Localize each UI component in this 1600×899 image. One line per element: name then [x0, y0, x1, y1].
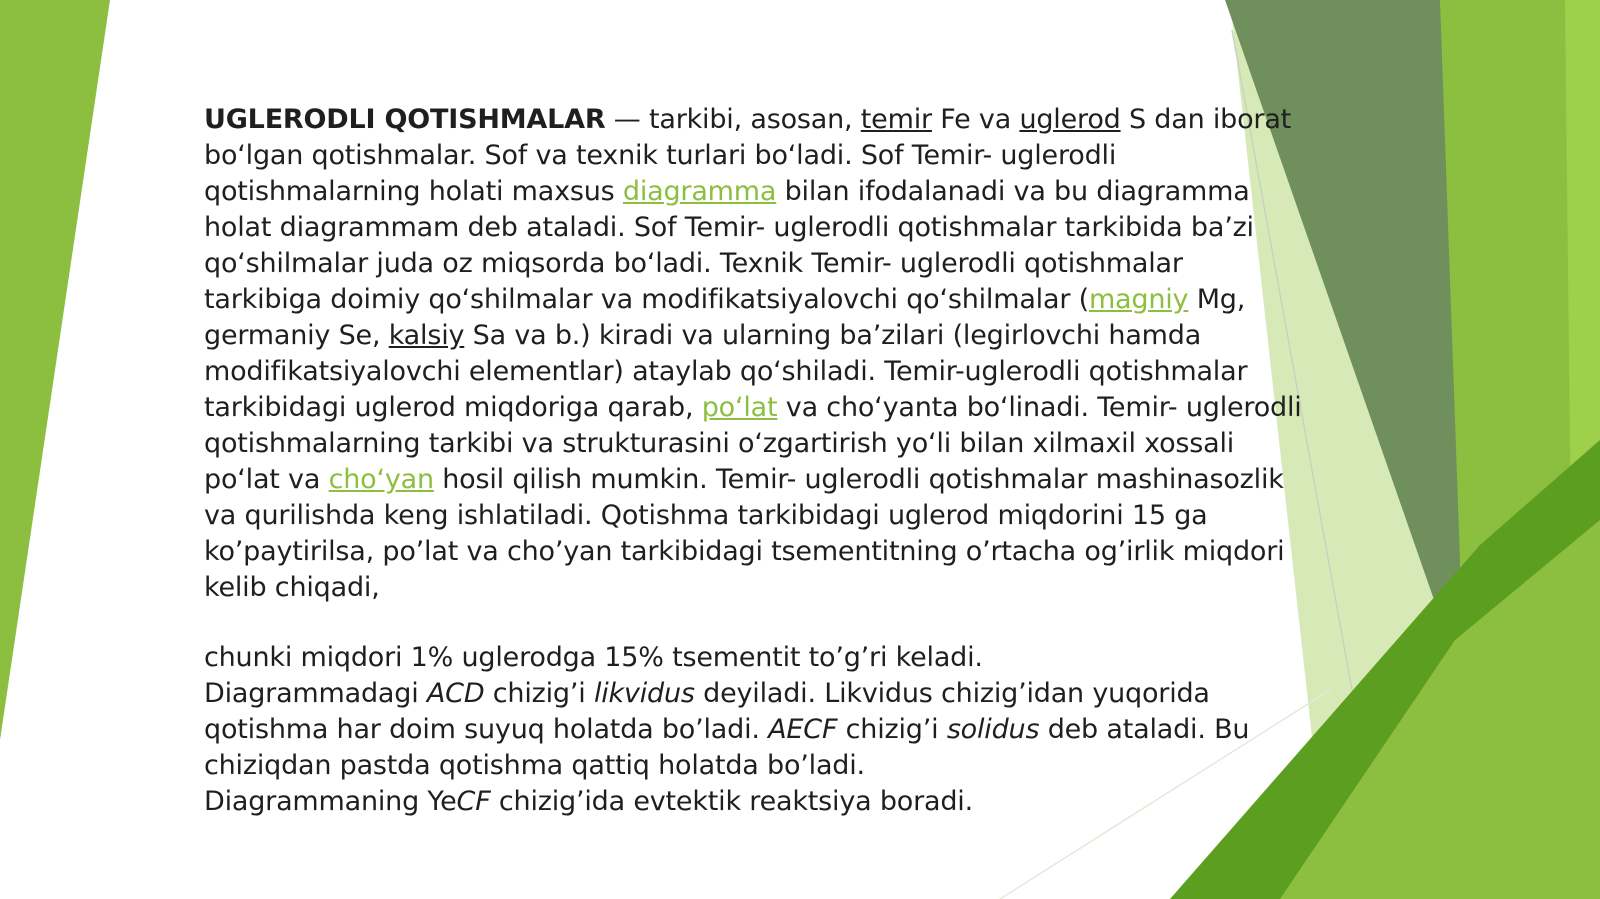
- main-paragraph: [204, 102, 1304, 606]
- term-solidus: solidus: [946, 714, 1040, 745]
- text-segment: va cho‘yanta bo‘linadi. Temir- uglerodli qotishmalarning tarkibi va strukturasini o‘zgartirish yo‘li bilan xilmaxil xossali po‘lat va: [204, 392, 1302, 495]
- text-segment: chizig’ida evtektik reaktsiya boradi.: [490, 786, 973, 817]
- paragraph2-line1: chunki miqdori 1% uglerodga 15% tsementit to’g’ri keladi.: [204, 642, 983, 673]
- text-segment: chizig’i: [484, 678, 594, 709]
- link-diagramma[interactable]: diagramma: [622, 176, 777, 207]
- text-segment: deb ataladi. Bu chiziqdan pastda qotishma qattiq holatda bo’ladi.: [204, 714, 1250, 781]
- text-segment: Fe va: [931, 104, 1020, 135]
- term-acd: ACD: [426, 678, 485, 709]
- link-polat[interactable]: po‘lat: [701, 392, 778, 423]
- term-aecf: AECF: [768, 714, 838, 745]
- link-magniy[interactable]: magniy: [1088, 284, 1189, 315]
- link-kalsiy[interactable]: kalsiy: [388, 320, 465, 351]
- text-segment: chizig’i: [837, 714, 947, 745]
- term-likvidus: likvidus: [593, 678, 695, 709]
- text-segment: Mg, germaniy Se,: [204, 284, 1246, 351]
- text-segment: deyiladi. Likvidus chizig’idan yuqorida qotishma har doim suyuq holatda bo’ladi.: [204, 678, 1210, 745]
- text-segment: bilan ifodalanadi va bu diagramma holat diagrammam deb ataladi. Sof Temir- uglerodli qotishmalar tarkibida ba’zi qo‘shilmalar juda oz miqsorda bo‘ladi. Texnik Temir- uglerodli qotishmalar tarkibiga doimiy qo‘shilmalar va modifikatsiyalovchi qo‘shilmalar (: [204, 176, 1254, 315]
- text-segment: S dan iborat bo‘lgan qotishmalar. Sof va texnik turlari bo‘ladi. Sof Temir- uglerodli qotishmalarning holati maxsus: [204, 104, 1292, 207]
- slide-text-body: [204, 102, 1304, 820]
- link-uglerod[interactable]: uglerod: [1019, 104, 1121, 135]
- text-segment: Diagrammadagi: [204, 678, 427, 709]
- text-segment: Sa va b.) kiradi va ularning ba’zilari (legirlovchi hamda modifikatsiyalovchi elementlar) ataylab qo‘shiladi. Temir-uglerodli qotishmalar tarkibidagi uglerod miqdoriga qarab,: [204, 320, 1248, 423]
- link-temir[interactable]: temir: [860, 104, 932, 135]
- paragraph2-line2: [204, 676, 1304, 784]
- paragraph-title: UGLERODLI QOTISHMALAR: [204, 104, 606, 135]
- text-segment: Diagrammaning Ye: [204, 786, 457, 817]
- left-green-wedge: [0, 0, 110, 740]
- second-paragraph: [204, 640, 1304, 820]
- text-segment: — tarkibi, asosan,: [605, 104, 861, 135]
- term-cf: CF: [456, 786, 491, 817]
- link-choyan[interactable]: cho‘yan: [328, 464, 434, 495]
- paragraph2-line3: [204, 784, 1304, 820]
- text-segment: hosil qilish mumkin. Temir- uglerodli qotishmalar mashinasozlik va qurilishda keng ishlatiladi. Qotishma tarkibidagi uglerod miqdorini 15 ga ko’paytirilsa, po’lat va cho’yan tarkibidagi tsementitning o’rtacha og’irlik miqdori kelib chiqadi,: [204, 464, 1285, 603]
